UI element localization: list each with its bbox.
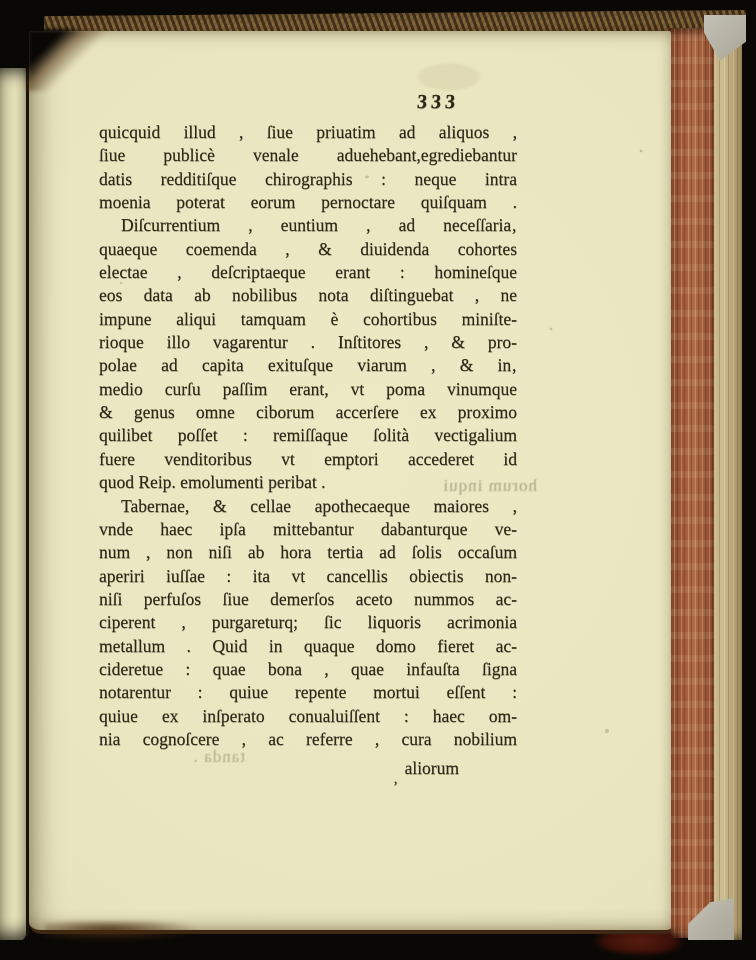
text-line: fuere venditoribus vt emptori accederet id bbox=[99, 448, 517, 469]
text-line: vnde haec ipſa mittebantur dabanturque ve- bbox=[99, 518, 517, 539]
text-line: Diſcurrentium , euntium , ad neceſſaria‚ bbox=[121, 215, 517, 236]
text-line: cideretue : quae bona , quae infauſta ſigna bbox=[99, 658, 517, 679]
book-fore-edge-pages bbox=[667, 28, 714, 938]
text-line: aperiri iuſſae : ita vt cancellis obiectis non- bbox=[99, 565, 517, 586]
text-line: notarentur : quiue repente mortui eſſent : bbox=[99, 682, 517, 703]
show-through-text: horum inqui bbox=[442, 476, 537, 495]
text-line: eos data ab nobilibus nota diſtinguebat , ne bbox=[99, 285, 517, 306]
text-block bbox=[99, 121, 517, 751]
text-line: medio curſu paſſim erant, vt poma vinumque bbox=[99, 378, 517, 399]
text-line: electae , deſcriptaeque erant : homineſque bbox=[99, 262, 517, 283]
text-line: niſi perfuſos ſiue demerſos aceto nummos ac- bbox=[99, 588, 517, 609]
text-line: datis redditiſque chirographis : neque intra bbox=[99, 168, 517, 189]
show-through-text: tanda . bbox=[192, 747, 245, 766]
text-line: quicquid illud , ſiue priuatim ad aliquos , bbox=[99, 122, 517, 142]
text-line: quiue ex inſperato conualuiſſent : haec om- bbox=[99, 705, 517, 726]
text-line: quilibet poſſet : remiſſaque ſolità vectigalium bbox=[99, 425, 517, 446]
book-page bbox=[29, 31, 671, 934]
text-line: polae ad capita exituſque viarum , & in‚ bbox=[99, 355, 517, 376]
text-line: quod Reip. emolumenti peribat . bbox=[99, 472, 326, 493]
text-line: ſiue publicè venale aduehebant,egrediebantur bbox=[99, 145, 517, 166]
text-line: impune aliqui tamquam è cohortibus miniſte- bbox=[99, 308, 517, 329]
ink-mark: ’ bbox=[393, 779, 398, 795]
text-line: num , non niſi ab hora tertia ad ſolis occaſum bbox=[99, 542, 517, 563]
facing-page-sliver bbox=[0, 68, 29, 940]
text-line: nia cognoſcere , ac referre , cura nobilium bbox=[99, 728, 517, 749]
page-number: 333 bbox=[416, 91, 461, 113]
text-line: & genus omne ciborum accerſere ex proximo bbox=[99, 402, 517, 423]
text-line: Tabernae, & cellae apothecaeque maiores , bbox=[121, 495, 517, 516]
printed-content bbox=[99, 31, 537, 930]
text-line: rioque illo vagarentur . Inſtitores , & pro- bbox=[99, 332, 517, 353]
text-line: quaeque coemenda , & diuidenda cohortes bbox=[99, 238, 517, 259]
catchword: aliorum bbox=[404, 758, 459, 778]
text-line: moenia poterat eorum pernoctare quiſquam . bbox=[99, 192, 517, 213]
text-line: metallum . Quid in quaque domo fieret ac- bbox=[99, 635, 517, 656]
text-line: ciperent , purgareturq; ſic liquoris acrimonia bbox=[99, 612, 517, 633]
